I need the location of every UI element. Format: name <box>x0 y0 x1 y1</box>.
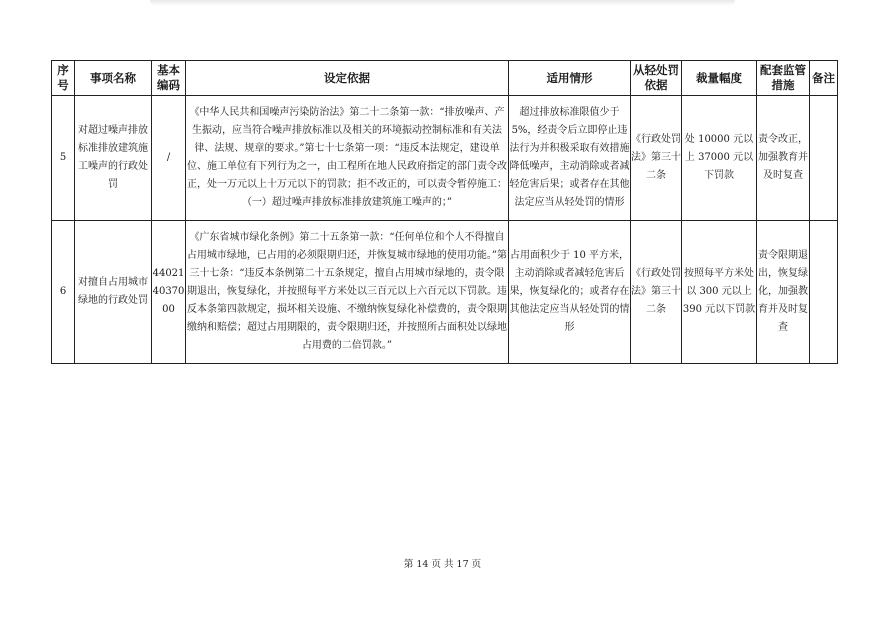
row-basis: 《中华人民共和国噪声污染防治法》第二十二条第一款：“排放噪声、产生振动，应当符合噪声排放标准以及相关的环境振动控制标准和有关法律、法规、规章的要求。”第七十七条第一项：“违反本法规定，建设单位、施工单位有下列行为之一，由工程所在地人民政府指定的部门责令改正，处一万元以上十万元以下的罚款；拒不改正的，可以责令暂停施工：（一）超过噪声排放标准排放建筑施工噪声的；” <box>186 96 509 221</box>
header-basis: 设定依据 <box>186 61 509 96</box>
row-basis: 《广东省城市绿化条例》第二十五条第一款：“任何单位和个人不得擅自占用城市绿地，已占用的必须限期归还，并恢复城市绿地的使用功能。”第三十七条：“违反本条例第二十五条规定，擅自占用城市绿地的，责令限期退出，恢复绿化，并按照每平方米处以三百元以上六百元以下罚款。违反本条第四款规定，损坏相关设施、不缴纳恢复绿化补偿费的，责令限期缴纳和赔偿；超过占用期限的，责令限期归还，并按照所占面积处以绿地占用费的二倍罚款。” <box>186 221 509 364</box>
header-measures: 配套监管措施 <box>757 61 810 96</box>
header-row <box>52 61 838 96</box>
row-condition: 占用面积少于 10 平方米，主动消除或者减轻危害后果，恢复绿化的；或者存在其他法定应当从轻处罚的情形 <box>509 221 631 364</box>
row-code: / <box>152 96 186 221</box>
table-row <box>52 221 838 364</box>
header-name: 事项名称 <box>75 61 152 96</box>
row-range: 处 10000 元以上 37000 元以下罚款 <box>682 96 757 221</box>
row-measures: 责令改正，加强教育并及时复查 <box>757 96 810 221</box>
row-measures: 责令限期退出，恢复绿化，加强教育并及时复查 <box>757 221 810 364</box>
row-seq: 5 <box>52 96 75 221</box>
header-lenient-basis: 从轻处罚依据 <box>631 61 682 96</box>
row-lenient-basis: 《行政处罚法》第三十二条 <box>631 221 682 364</box>
table-row <box>52 96 838 221</box>
penalty-table <box>51 60 838 364</box>
header-range: 裁量幅度 <box>682 61 757 96</box>
row-remark <box>810 221 838 364</box>
row-condition: 超过排放标准限值少于5%，经责令后立即停止违法行为并积极采取有效措施降低噪声，主动消除或者减轻危害后果；或者存在其他法定应当从轻处罚的情形 <box>509 96 631 221</box>
page-number: 第 14 页 共 17 页 <box>403 559 482 570</box>
row-seq: 6 <box>52 221 75 364</box>
header-condition: 适用情形 <box>509 61 631 96</box>
header-remark: 备注 <box>810 61 838 96</box>
row-remark <box>810 96 838 221</box>
header-code: 基本编码 <box>152 61 186 96</box>
row-range: 按照每平方米处以 300 元以上 390 元以下罚款 <box>682 221 757 364</box>
row-name: 对超过噪声排放标准排放建筑施工噪声的行政处罚 <box>75 96 152 221</box>
row-name: 对擅自占用城市绿地的行政处罚 <box>75 221 152 364</box>
row-lenient-basis: 《行政处罚法》第三十二条 <box>631 96 682 221</box>
header-seq: 序号 <box>52 61 75 96</box>
row-code: 440214037000 <box>152 221 186 364</box>
top-shadow <box>150 0 735 6</box>
